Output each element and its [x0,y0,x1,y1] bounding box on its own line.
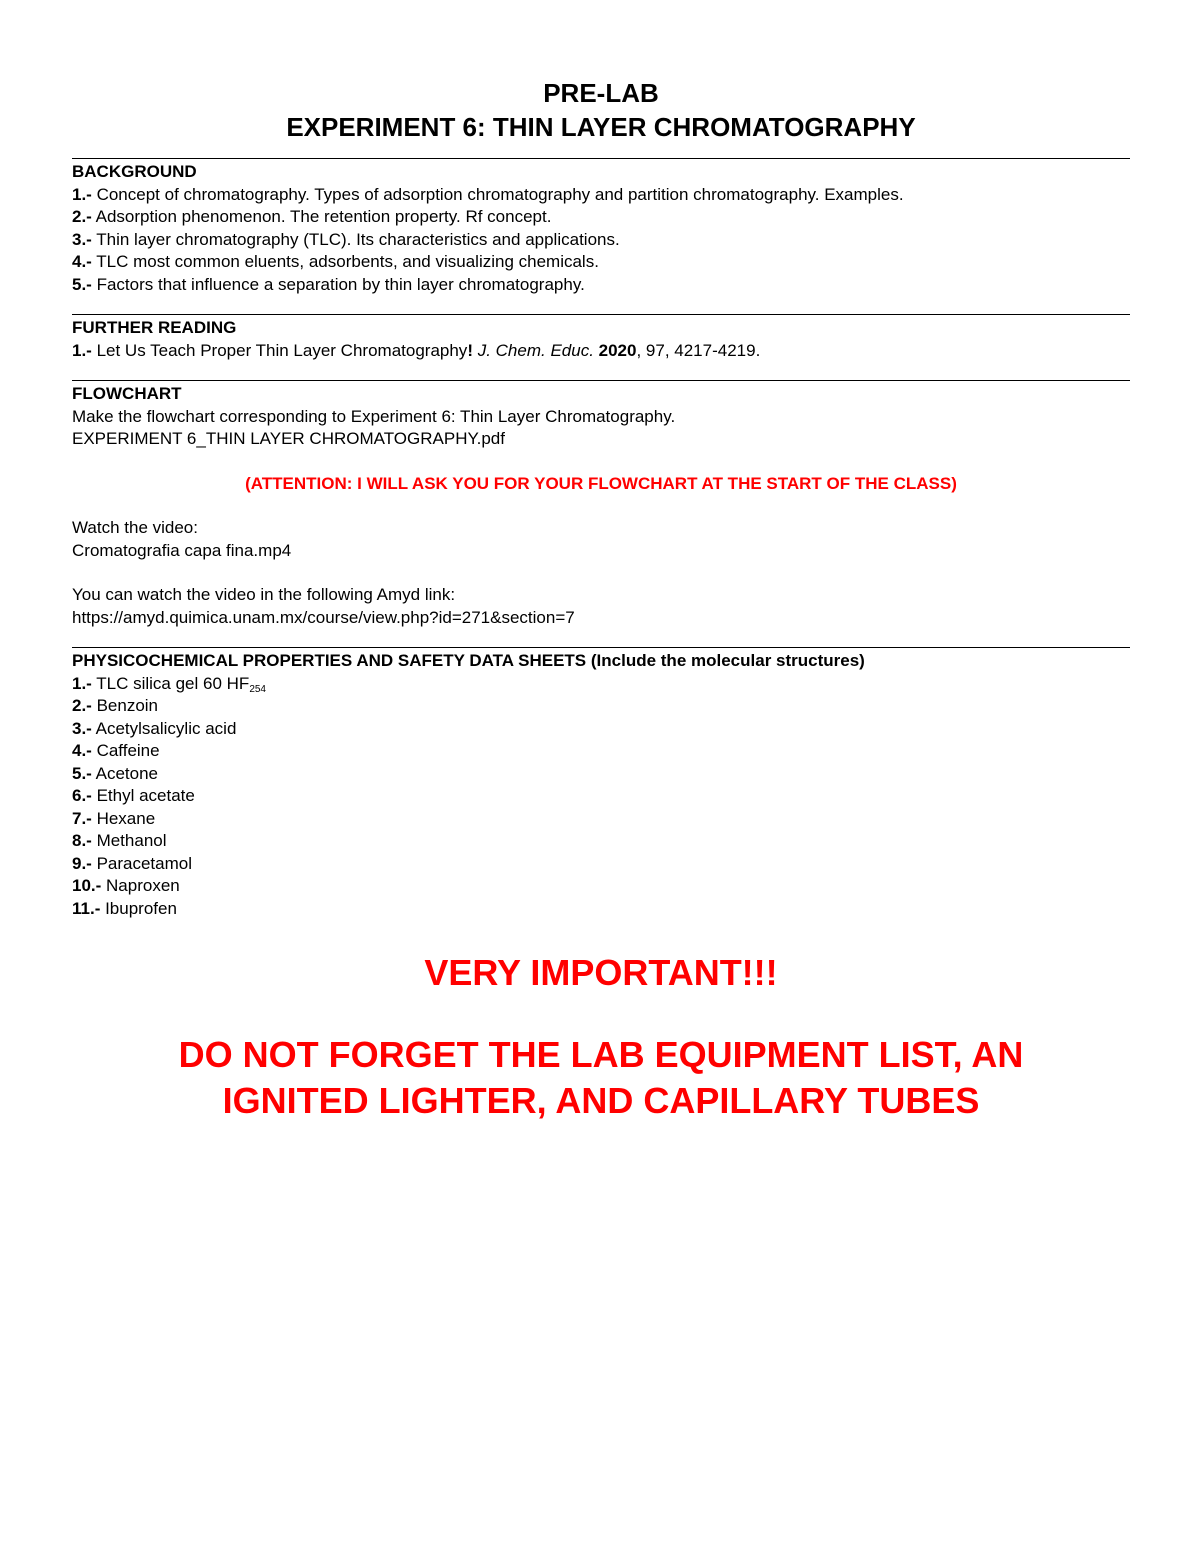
properties-heading-note: (Include the molecular structures) [586,651,865,670]
list-number: 1.- [72,673,92,693]
list-text: Concept of chromatography. Types of adsorption chromatography and partition chromatography. Examples. [91,184,904,204]
list-number: 4.- [72,741,92,760]
list-item [72,830,1130,853]
list-number: 11.- [72,898,101,918]
list-number: 4.- [72,252,92,271]
list-text: Benzoin [91,696,159,715]
list-number: 1.- [72,184,92,204]
flowchart-heading: FLOWCHART [72,384,182,403]
properties-list [72,695,1130,920]
list-text: Paracetamol [91,853,193,873]
properties-heading-title: PHYSICOCHEMICAL PROPERTIES AND SAFETY DATA SHEETS [72,651,587,670]
watch-video-label: Watch the video: [72,518,198,537]
reading-citation [72,340,1130,363]
attention-notice: (ATTENTION: I WILL ASK YOU FOR YOUR FLOWCHART AT THE START OF THE CLASS) [245,473,957,493]
list-item [72,251,1130,274]
background-section [72,161,1130,296]
further-reading-section [72,317,1130,362]
properties-section [72,650,1130,920]
reminder-line-1: DO NOT FORGET THE LAB EQUIPMENT LIST, AN [178,1034,1024,1075]
list-text: Adsorption phenomenon. The retention property. Rf concept. [91,207,552,226]
list-item [72,808,1130,831]
list-item [72,206,1130,229]
list-number: 3.- [72,229,92,249]
list-number: 6.- [72,786,92,805]
warning-section [72,920,1130,1124]
citation-volume-pages: , 97, 4217-4219. [636,340,761,360]
amyd-link-label: You can watch the video in the following Amyd link: [72,585,456,604]
list-item [72,875,1130,898]
video-file-link[interactable]: Cromatografia capa fina.mp4 [72,540,292,560]
list-text: TLC silica gel 60 HF [91,673,250,693]
list-text: Hexane [91,808,156,828]
list-text: Factors that influence a separation by thin layer chromatography. [91,274,585,294]
list-item [72,718,1130,741]
flowchart-section [72,383,1130,629]
list-text: TLC most common eluents, adsorbents, and visualizing chemicals. [91,252,599,271]
section-divider [72,158,1130,159]
list-number: 7.- [72,808,92,828]
list-item [72,898,1130,921]
citation-year: 2020 [593,340,637,360]
list-item [72,740,1130,763]
list-item [72,184,1130,207]
list-number: 3.- [72,718,92,738]
list-text: Naproxen [101,876,180,895]
list-text: Caffeine [91,741,160,760]
citation-title: Let Us Teach Proper Thin Layer Chromatography [91,340,468,360]
subscript-254: 254 [249,683,266,695]
list-number: 9.- [72,853,92,873]
citation-bang: ! [467,340,473,360]
doc-title-experiment: EXPERIMENT 6: THIN LAYER CHROMATOGRAPHY [286,112,916,142]
reminder-line-2: IGNITED LIGHTER, AND CAPILLARY TUBES [222,1080,980,1121]
document-page [72,72,1130,1124]
list-item [72,229,1130,252]
background-heading: BACKGROUND [72,162,197,181]
doc-title-prelab: PRE-LAB [543,78,659,108]
list-number: 5.- [72,763,92,783]
list-item [72,695,1130,718]
list-number: 1.- [72,340,92,360]
list-number: 2.- [72,207,92,226]
flowchart-pdf-link[interactable]: EXPERIMENT 6_THIN LAYER CHROMATOGRAPHY.pdf [72,429,505,448]
list-item [72,274,1130,297]
list-number: 5.- [72,274,92,294]
section-divider [72,647,1130,648]
list-item [72,785,1130,808]
section-divider [72,314,1130,315]
list-item [72,853,1130,876]
list-text: Acetone [91,763,159,783]
list-text: Ethyl acetate [91,786,195,805]
very-important-banner: VERY IMPORTANT!!! [424,952,778,993]
further-reading-heading: FURTHER READING [72,318,237,337]
list-item [72,763,1130,786]
list-item [72,673,1130,696]
citation-journal: J. Chem. Educ. [472,340,594,360]
list-text: Thin layer chromatography (TLC). Its characteristics and applications. [91,229,620,249]
amyd-url-link[interactable]: https://amyd.quimica.unam.mx/course/view.php?id=271&section=7 [72,607,575,627]
list-number: 8.- [72,831,92,850]
list-text: Acetylsalicylic acid [91,718,237,738]
list-text: Ibuprofen [100,898,177,918]
list-text: Methanol [91,831,167,850]
flowchart-instruction: Make the flowchart corresponding to Experiment 6: Thin Layer Chromatography. [72,406,676,426]
section-divider [72,380,1130,381]
background-list [72,184,1130,297]
list-number: 10.- [72,876,102,895]
properties-heading [72,650,1130,673]
list-number: 2.- [72,696,92,715]
